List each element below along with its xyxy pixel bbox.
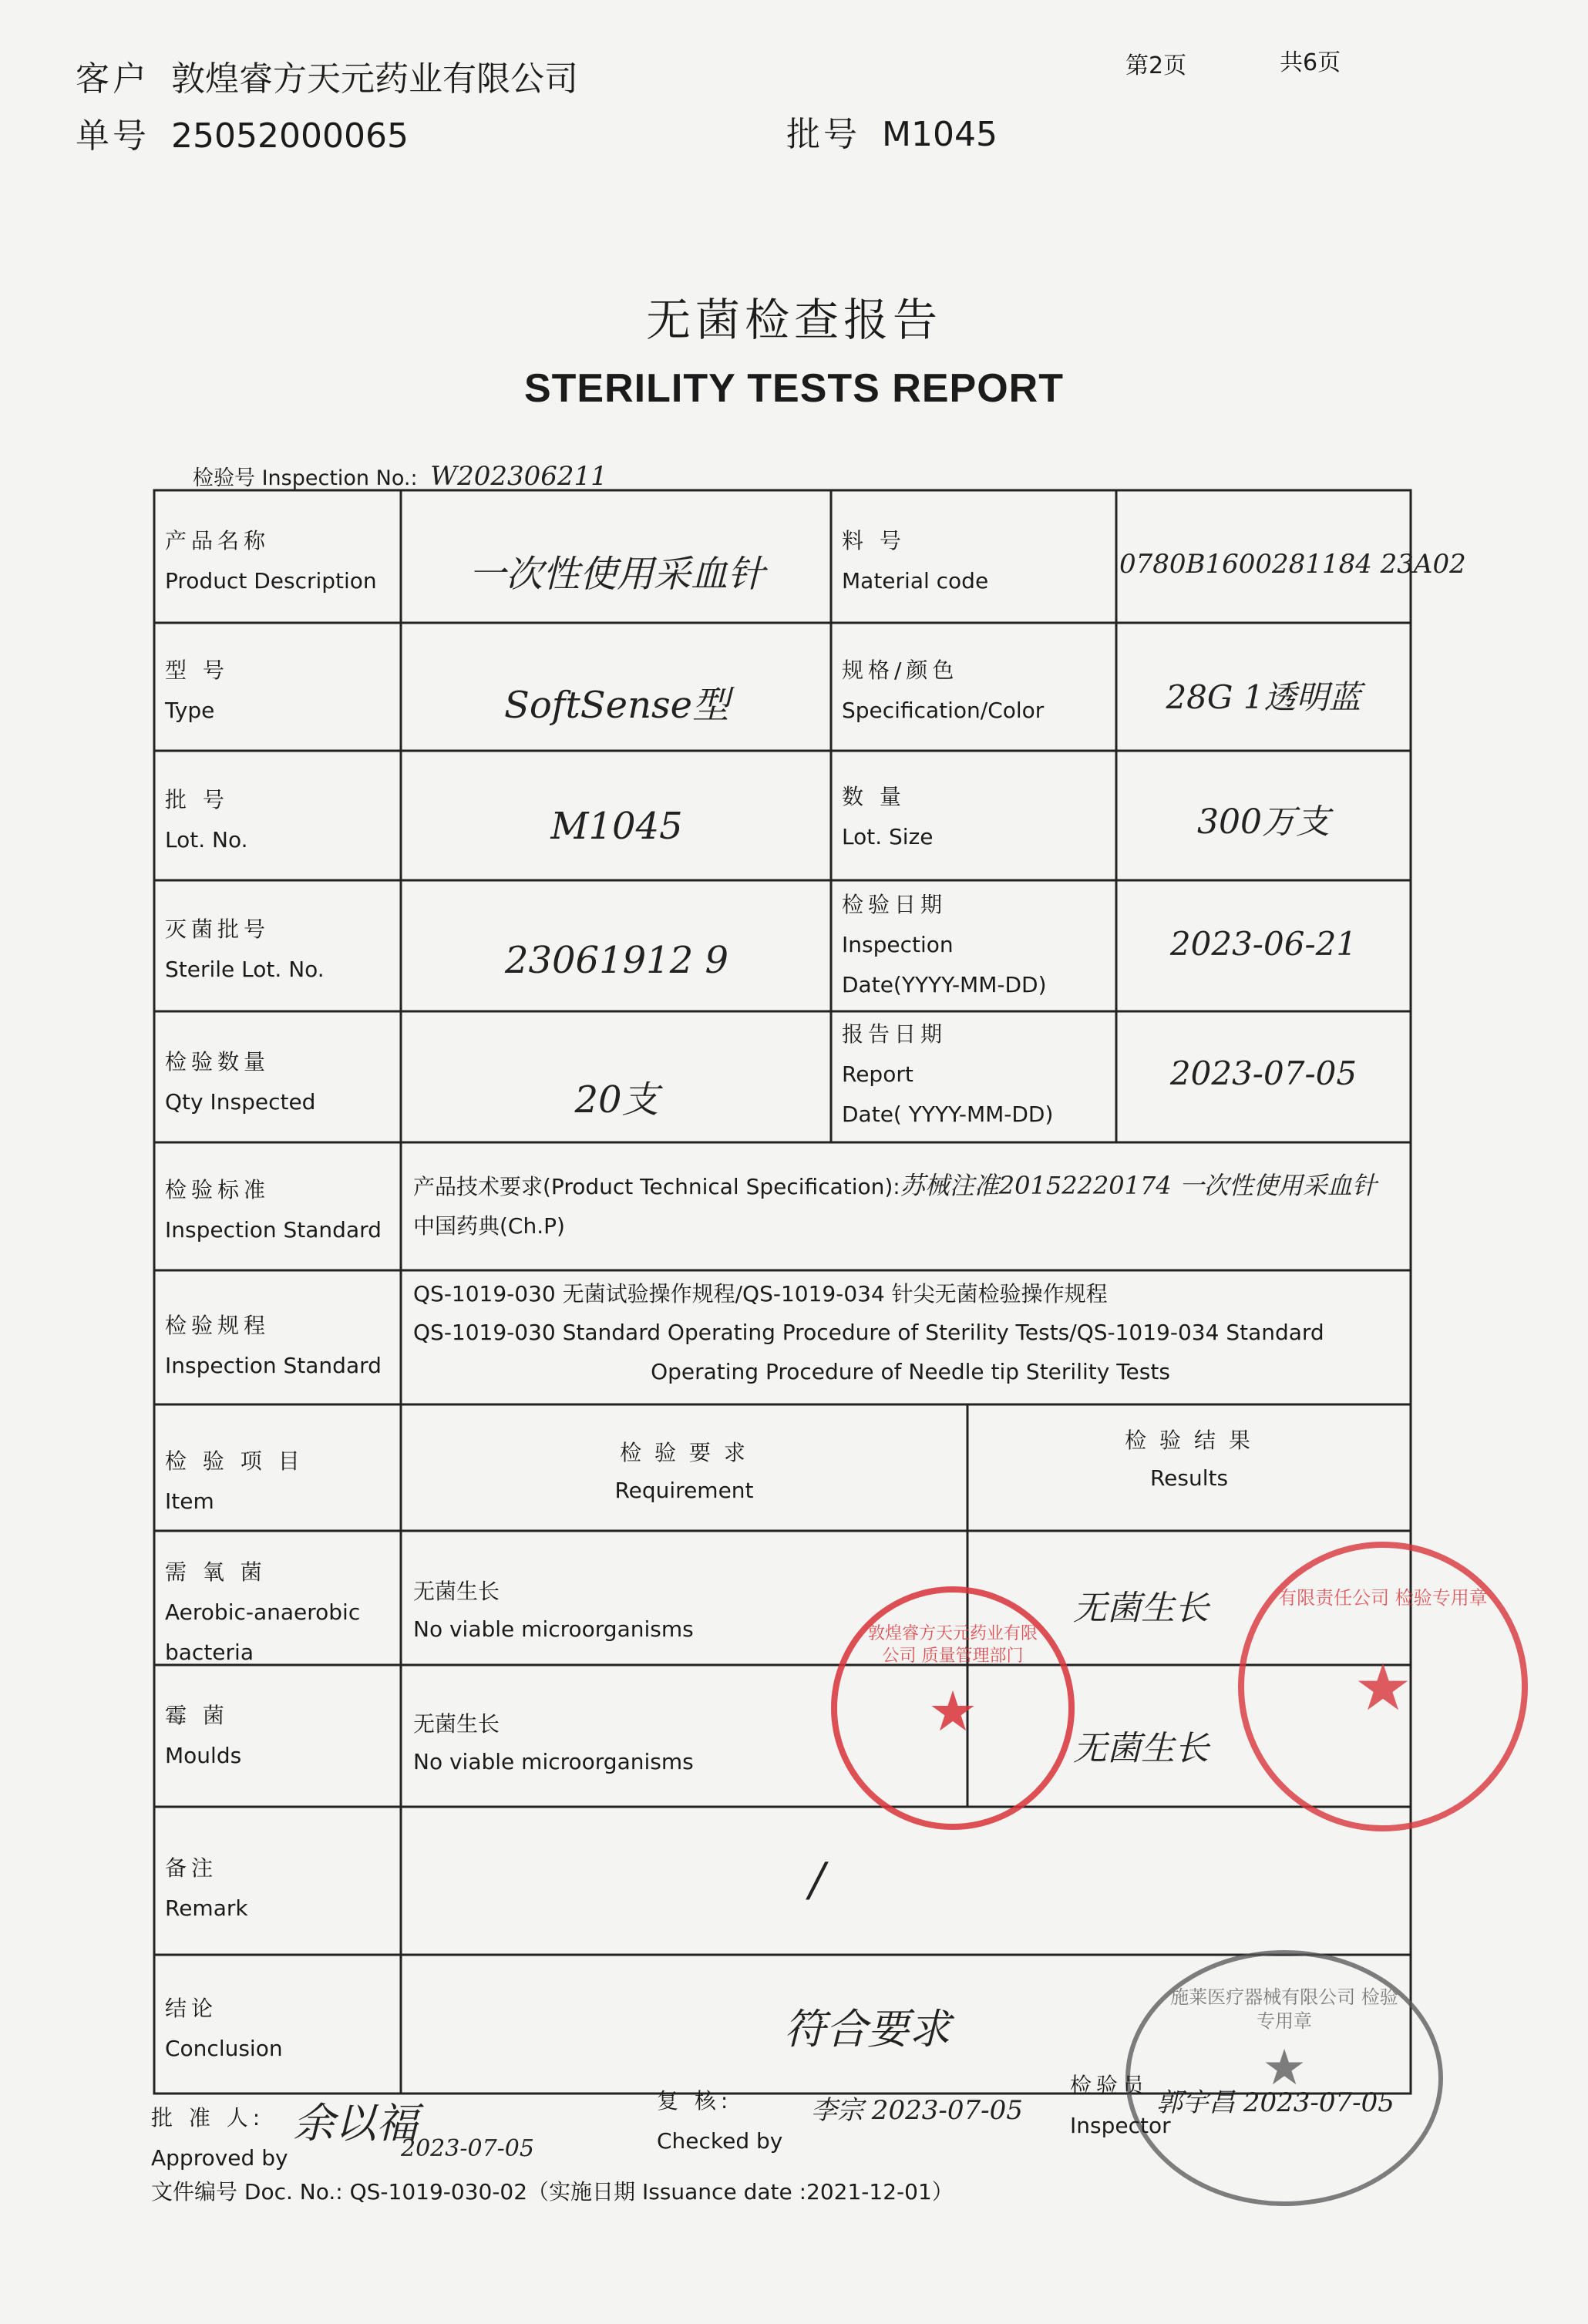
material-code-value: 0780B1600281184 23A02 (1119, 549, 1466, 580)
type-value: SoftSense型 (503, 684, 730, 727)
type-label: 型 号 Type (165, 658, 229, 723)
right-stamp-text: 有限责任公司 检验专用章 (1278, 1587, 1488, 1609)
bottom-gray-stamp (1125, 1950, 1443, 2206)
right-red-stamp (1238, 1542, 1528, 1831)
conclusion-label: 结论 Conclusion (165, 1996, 283, 2061)
stamp-star-icon-3: ★ (1262, 2040, 1307, 2097)
inspection-standard-content: 产品技术要求(Product Technical Specification):苏械注准20152220174 一次性使用采血针 中国药典(Ch.P) (413, 1171, 1377, 1239)
lot-no-label: 批 号 Lot. No. (165, 787, 248, 853)
approved-by-label: 批 准 人: Approved by (151, 2105, 288, 2171)
report-title-en: STERILITY TESTS REPORT (523, 366, 1064, 411)
aerobic-label: 需 氧 菌 Aerobic-anaerobic bacteria (165, 1559, 361, 1665)
lot-size-value: 300万支 (1197, 802, 1330, 842)
page-current: 第2页 (1125, 52, 1187, 79)
left-stamp-text: 敦煌睿方天元药业有限公司 质量管理部门 (867, 1624, 1038, 1666)
qty-inspected-value: 20支 (574, 1078, 659, 1122)
moulds-result: 无菌生长 (1073, 1729, 1209, 1768)
page-total: 共6页 (1280, 49, 1341, 76)
inspection-no-label: 检验号 Inspection No.: (193, 466, 418, 490)
stamp-star-icon: ★ (927, 1679, 978, 1744)
inspection-procedure-label: 检验规程 Inspection Standard (165, 1313, 382, 1378)
report-date-label: 报告日期 Report Date( YYYY-MM-DD) (842, 1021, 1054, 1127)
item-header-label: 检 验 项 目 Item (165, 1448, 304, 1514)
lot-size-label: 数 量 Lot. Size (842, 784, 934, 849)
qty-inspected-label: 检验数量 Qty Inspected (165, 1049, 316, 1115)
results-header: 检 验 结 果 Results (1125, 1428, 1253, 1491)
material-code-label: 料 号 Material code (842, 528, 989, 594)
conclusion-value: 符合要求 (784, 2005, 950, 2053)
customer-label: 客户 (76, 59, 150, 99)
batch-label: 批号 (786, 115, 860, 154)
report-date-value: 2023-07-05 (1169, 1054, 1358, 1092)
aerobic-requirement: 无菌生长 No viable microorganisms (413, 1579, 694, 1642)
approved-date: 2023-07-05 (401, 2135, 534, 2162)
spec-color-label: 规格/颜色 Specification/Color (842, 658, 1045, 723)
moulds-requirement: 无菌生长 No viable microorganisms (413, 1711, 694, 1774)
inspector-label: 检验员 Inspector (1070, 2073, 1171, 2138)
batch-value: M1045 (882, 115, 998, 154)
doc-number: 文件编号 Doc. No.: QS-1019-030-02（实施日期 Issuance date :2021-12-01） (151, 2179, 954, 2205)
checked-signature: 李宗 2023-07-05 (811, 2095, 1023, 2126)
product-description-value: 一次性使用采血针 (468, 553, 765, 596)
report-title-cn: 无菌检查报告 (645, 294, 942, 346)
moulds-label: 霉 菌 Moulds (165, 1703, 242, 1768)
remark-value: / (809, 1853, 826, 1907)
aerobic-result: 无菌生长 (1073, 1589, 1209, 1628)
stamp-star-icon-2: ★ (1354, 1650, 1412, 1725)
requirement-header: 检 验 要 求 Requirement (614, 1440, 754, 1503)
product-description-label: 产品名称 Product Description (165, 528, 377, 594)
spec-color-value: 28G 1透明蓝 (1166, 678, 1361, 716)
sterile-lot-value: 23061912 9 (504, 939, 729, 982)
sterile-lot-label: 灭菌批号 Sterile Lot. No. (165, 916, 325, 982)
standard-handwritten: 苏械注准20152220174 一次性使用采血针 (900, 1171, 1377, 1200)
checked-by-label: 复 核: Checked by (657, 2088, 783, 2154)
customer-value: 敦煌睿方天元药业有限公司 (171, 59, 578, 99)
inspection-no-value: W202306211 (430, 461, 607, 492)
order-label: 单号 (76, 116, 150, 156)
lot-no-value: M1045 (550, 805, 683, 848)
inspection-standard-label: 检验标准 Inspection Standard (165, 1177, 382, 1243)
left-red-stamp (831, 1586, 1075, 1830)
bottom-stamp-text: 施莱医疗器械有限公司 检验专用章 (1170, 1986, 1398, 2033)
order-value: 25052000065 (171, 116, 409, 156)
inspection-date-label: 检验日期 Inspection Date(YYYY-MM-DD) (842, 892, 1047, 997)
inspection-date-value: 2023-06-21 (1169, 925, 1358, 963)
remark-label: 备注 Remark (165, 1855, 248, 1921)
inspection-procedure-content: QS-1019-030 无菌试验操作规程/QS-1019-034 针尖无菌检验操作规程 QS-1019-030 Standard Operating Procedure of Sterility Tests/QS-1019-034 Standard Operating Procedure of Needle tip Sterility Tests (413, 1281, 1324, 1384)
approved-signature: 余以福 (293, 2099, 418, 2147)
inspector-signature: 郭宇昌 2023-07-05 (1156, 2087, 1395, 2118)
